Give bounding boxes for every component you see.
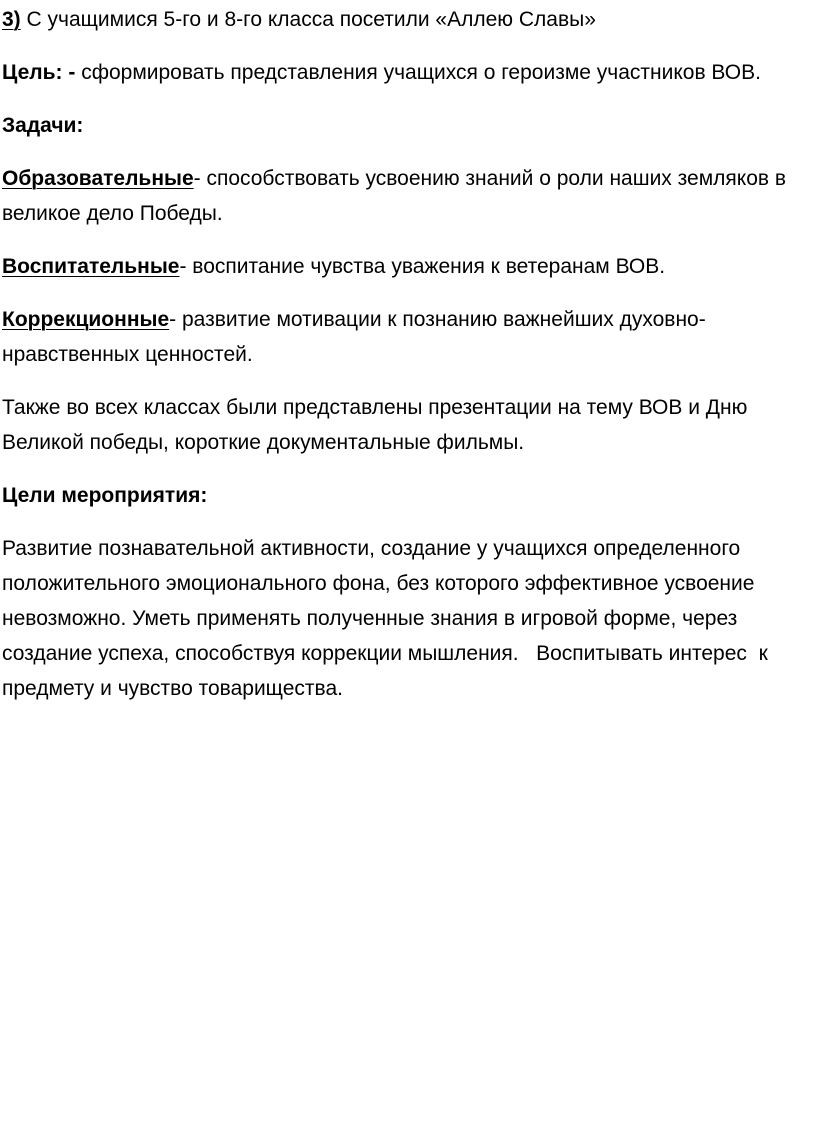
- task-upbringing-label: Воспитательные: [2, 255, 180, 278]
- event-goals-paragraph: Развитие познавательной активности, создание у учащихся определенного положительного эмоционального фона, без которого эффективное усвоение невозможно. Уметь применять полученные знания в игровой форме, через создание успеха, способствуя коррекции мышления. Воспитывать интерес к предмету и чувство товарищества.: [2, 537, 774, 700]
- event-goals-heading: Цели мероприятия:: [2, 484, 208, 507]
- task-correctional-text: - развитие мотивации к познанию важнейших духовно-нравственных ценностей.: [2, 308, 706, 366]
- task-upbringing-text: - воспитание чувства уважения к ветеранам ВОВ.: [179, 255, 666, 278]
- task-educational: [2, 161, 814, 231]
- task-correctional-label: Коррекционные: [2, 308, 170, 331]
- task-upbringing: [2, 249, 814, 284]
- goal-label: Цель: -: [2, 61, 76, 84]
- task-educational-text: - способствовать усвоению знаний о роли наших земляков в великое дело Победы.: [2, 167, 792, 225]
- task-correctional: [2, 302, 814, 372]
- intro-text: С учащимися 5-го и 8-го класса посетили «Аллею Славы»: [20, 8, 596, 31]
- intro-number: 3): [2, 8, 21, 31]
- also-paragraph: Также во всех классах были представлены презентации на тему ВОВ и Дню Великой победы, короткие документальные фильмы.: [2, 396, 754, 454]
- tasks-heading: Задачи:: [2, 114, 84, 137]
- goal-text: сформировать представления учащихся о героизме участников ВОВ.: [75, 61, 761, 84]
- task-educational-label: Образовательные: [2, 167, 194, 190]
- intro-paragraph: [2, 2, 814, 37]
- goal-paragraph: [2, 55, 814, 90]
